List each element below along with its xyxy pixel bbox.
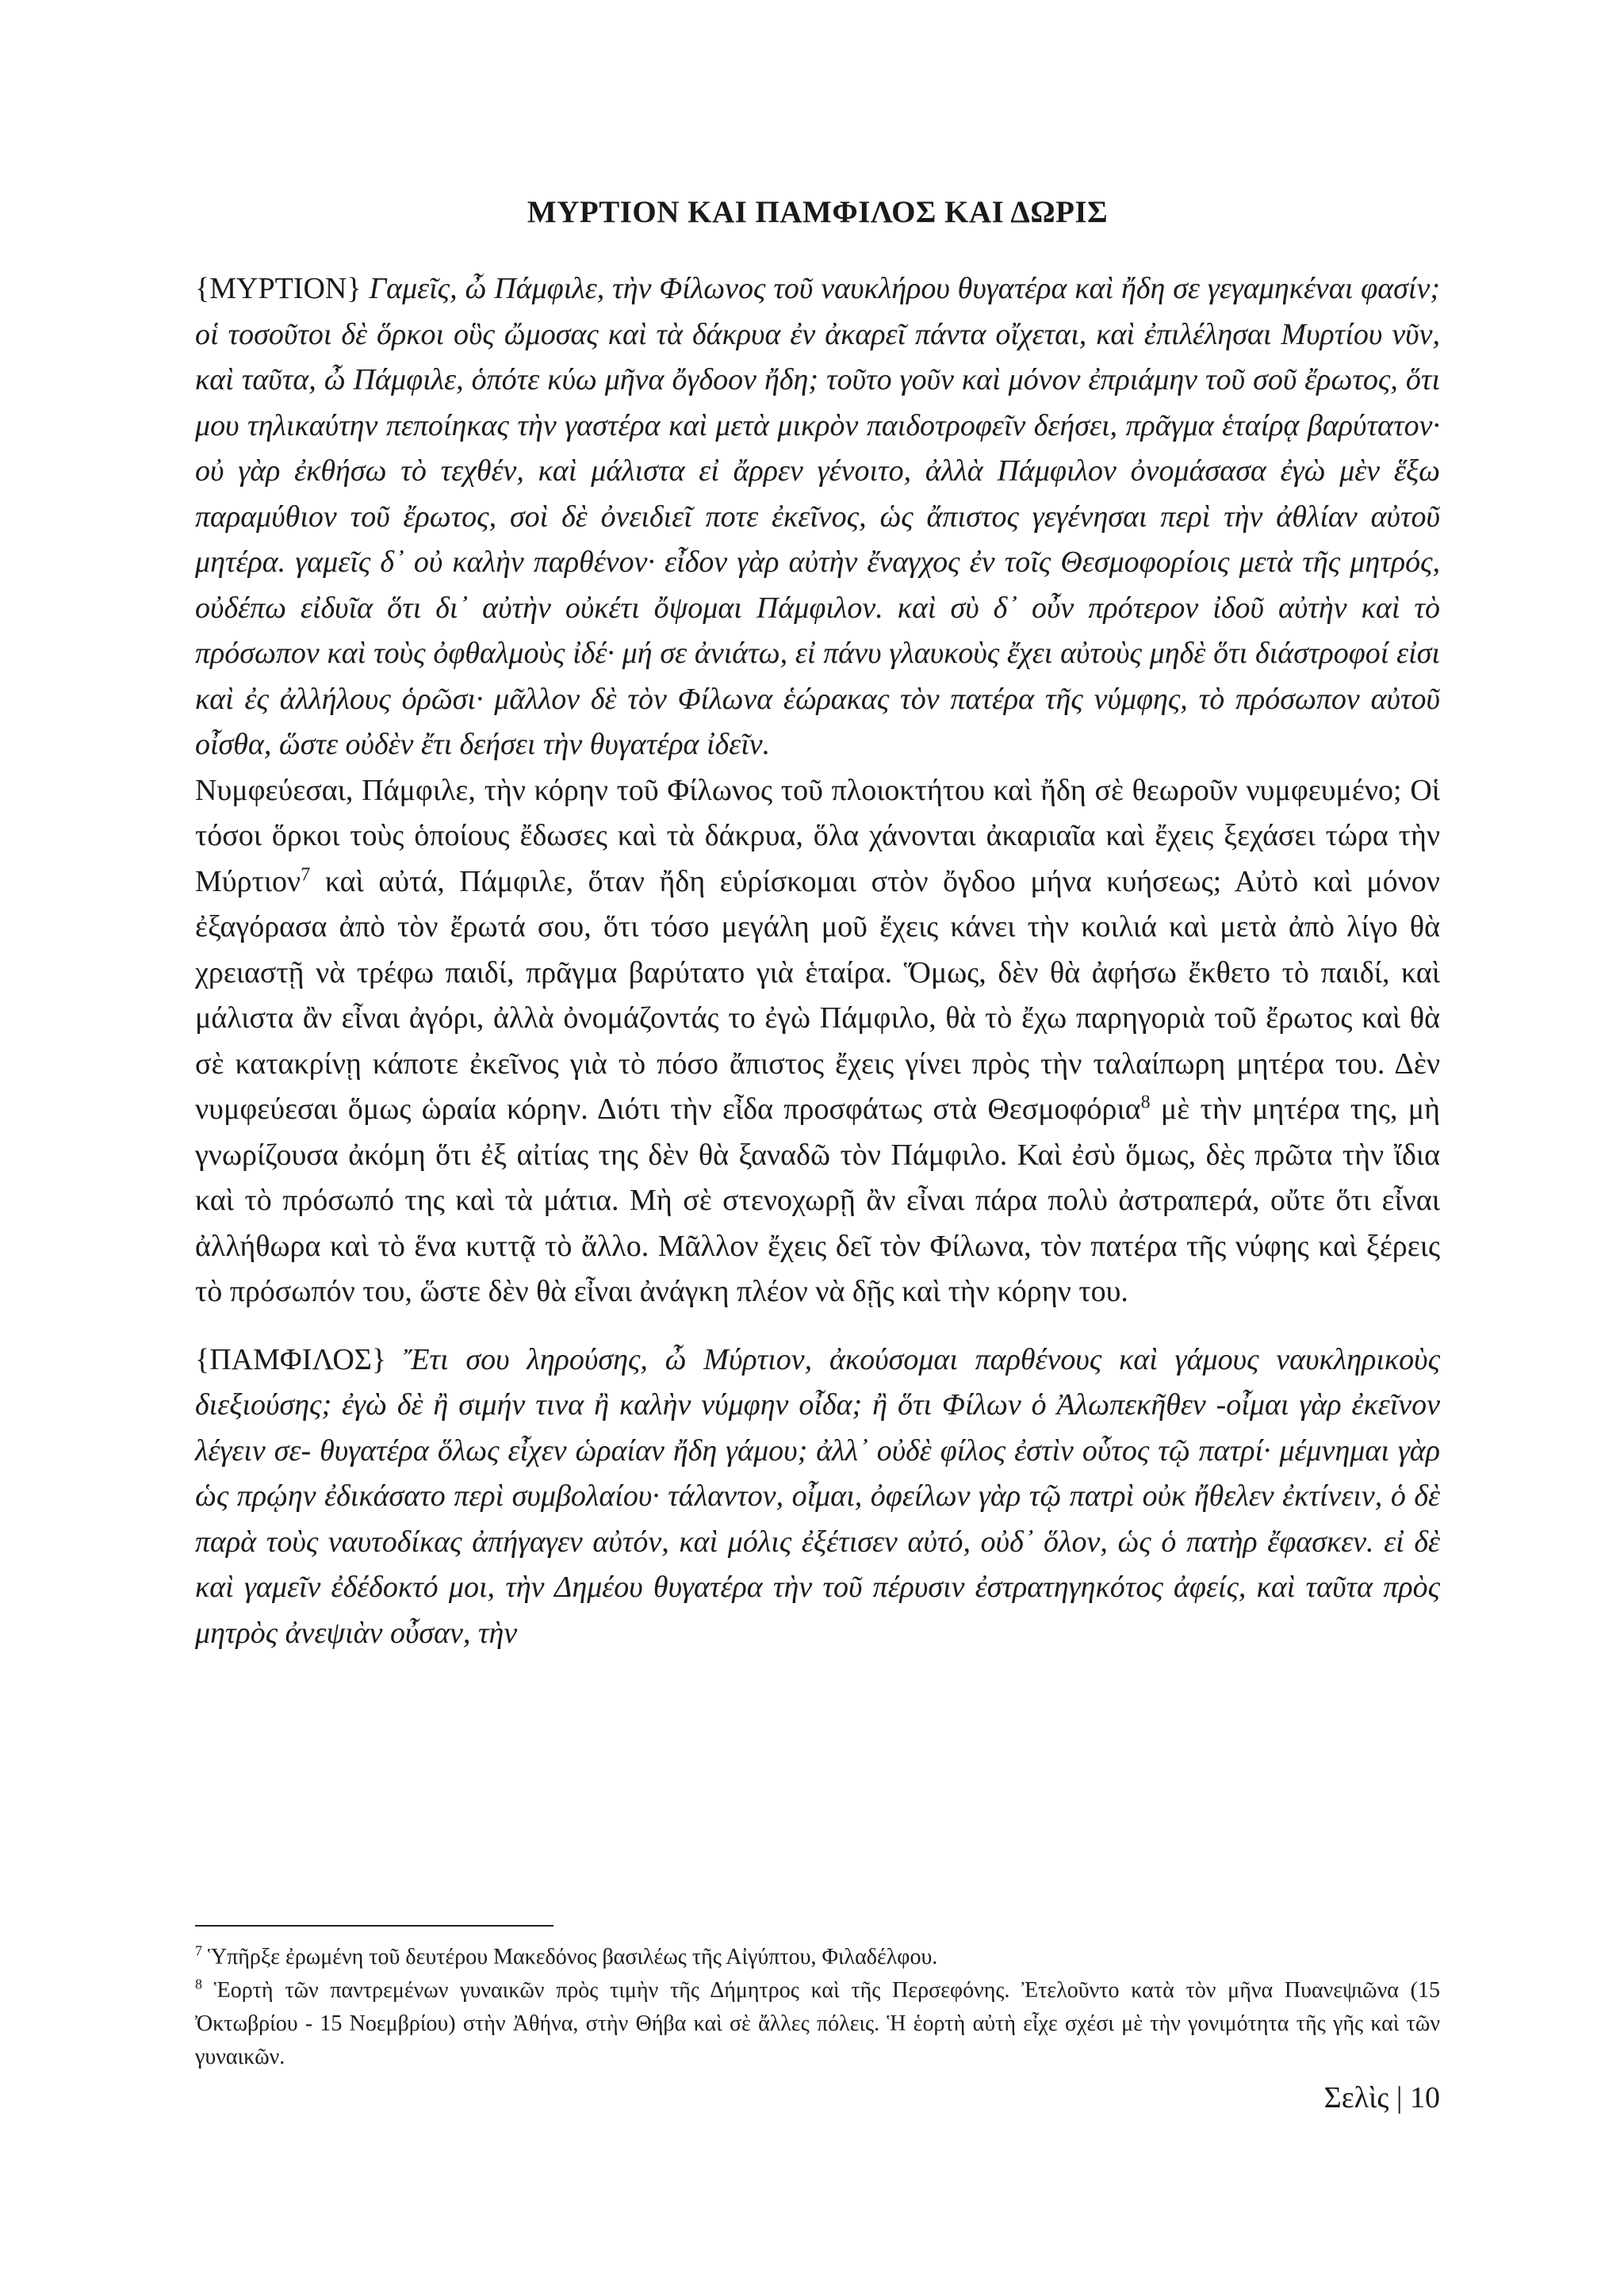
footnotes-section xyxy=(195,1941,1440,2074)
pamphilos-original-text: Ἔτι σου ληρούσης, ὦ Μύρτιον, ἀκούσομαι παρθένους καὶ γάμους ναυκληρικοὺς διεξιούσης; ἐγὼ δὲ ἢ σιμήν τινα ἢ καλὴν νύμφην οἶδα; ἢ ὅτι Φίλων ὁ Ἀλωπεκῆθεν -οἶμαι γὰρ ἐκεῖνον λέγειν σε- θυγατέρα ὅλως εἶχεν ὡραίαν ἤδη γάμου; ἀλλ᾽ οὐδὲ φίλος ἐστὶν οὗτος τῷ πατρί· μέμνημαι γὰρ ὡς πρῴην ἐδικάσατο περὶ συμβολαίου· τάλαντον, οἶμαι, ὀφείλων γὰρ τῷ πατρὶ οὐκ ἤθελεν ἐκτίνειν, ὁ δὲ παρὰ τοὺς ναυτοδίκας ἀπήγαγεν αὐτόν, καὶ μόλις ἐξέτισεν αὐτό, οὐδ᾽ ὅλον, ὡς ὁ πατὴρ ἔφασκεν. εἰ δὲ καὶ γαμεῖν ἐδέδοκτό μοι, τὴν Δημέου θυγατέρα τὴν τοῦ πέρυσιν ἐστρατηγηκότος ἀφείς, καὶ ταῦτα πρὸς μητρὸς ἀνεψιὰν οὖσαν, τὴν xyxy=(195,1342,1440,1650)
footnote-marker: 8 xyxy=(195,1976,202,1992)
footnote-reference-7: 7 xyxy=(301,863,311,885)
footnote-divider xyxy=(195,1925,553,1927)
footnote-marker: 7 xyxy=(195,1942,202,1959)
myrtion-translation-text-3: μὲ τὴν μητέρα της, μὴ γνωρίζουσα ἀκόμη ὅτι ἐξ αἰτίας της δὲν θὰ ξαναδῶ τὸν Πάμφιλο. Καὶ ἐσὺ ὅμως, δὲς πρῶτα τὴν ἴδια καὶ τὸ πρόσωπό της καὶ τὰ μάτια. Μὴ σὲ στενοχωρῇ ἂν εἶναι πάρα πολὺ ἀστραπερά, οὔτε ὅτι εἶναι ἀλλήθωρα καὶ τὸ ἕνα κυττᾷ τὸ ἄλλο. Μᾶλλον ἔχεις δεῖ τὸν Φίλωνα, τὸν πατέρα τῆς νύφης καὶ ξέρεις τὸ πρόσωπόν του, ὥστε δὲν θὰ εἶναι ἀνάγκη πλέον νὰ δῇς καὶ τὴν κόρην του. xyxy=(195,1093,1441,1308)
paragraph-spacer xyxy=(195,1315,1440,1337)
speaker-tag-myrtion: {ΜΥΡΤΙΟΝ} xyxy=(195,272,362,305)
speaker-tag-pamphilos: {ΠΑΜΦΙΛΟΣ} xyxy=(195,1342,387,1376)
footnote-7 xyxy=(195,1941,1440,1974)
document-page xyxy=(195,190,1440,1656)
myrtion-translation-paragraph xyxy=(195,768,1440,1315)
myrtion-translation-text-1: Νυμφεύεσαι, Πάμφιλε, τὴν κόρην τοῦ Φίλωνος τοῦ πλοιοκτήτου καὶ ἤδη σὲ θεωροῦν νυμφευμένο; Οἱ τόσοι ὅρκοι τοὺς ὁποίους ἔδωσες καὶ τὰ δάκρυα, ὅλα χάνονται ἀκαριαῖα καὶ ἔχεις ξεχάσει τώρα τὴν Μύρτιον xyxy=(195,773,1440,898)
myrtion-original-text: Γαμεῖς, ὦ Πάμφιλε, τὴν Φίλωνος τοῦ ναυκλήρου θυγατέρα καὶ ἤδη σε γεγαμηκέναι φασίν; οἱ τοσοῦτοι δὲ ὅρκοι οὓς ὤμοσας καὶ τὰ δάκρυα ἐν ἀκαρεῖ πάντα οἴχεται, καὶ ἐπιλέλησαι Μυρτίου νῦν, καὶ ταῦτα, ὦ Πάμφιλε, ὁπότε κύω μῆνα ὄγδοον ἤδη; τοῦτο γοῦν καὶ μόνον ἐπριάμην τοῦ σοῦ ἔρωτος, ὅτι μου τηλικαύτην πεποίηκας τὴν γαστέρα καὶ μετὰ μικρὸν παιδοτροφεῖν δεήσει, πρᾶγμα ἑταίρᾳ βαρύτατον· οὐ γὰρ ἐκθήσω τὸ τεχθέν, καὶ μάλιστα εἰ ἄρρεν γένοιτο, ἀλλὰ Πάμφιλον ὀνομάσασα ἐγὼ μὲν ἕξω παραμύθιον τοῦ ἔρωτος, σοὶ δὲ ὀνειδιεῖ ποτε ἐκεῖνος, ὡς ἄπιστος γεγένησαι περὶ τὴν ἀθλίαν αὐτοῦ μητέρα. γαμεῖς δ᾽ οὐ καλὴν παρθένον· εἶδον γὰρ αὐτὴν ἔναγχος ἐν τοῖς Θεσμοφορίοις μετὰ τῆς μητρός, οὐδέπω εἰδυῖα ὅτι δι᾽ αὐτὴν οὐκέτι ὄψομαι Πάμφιλον. καὶ σὺ δ᾽ οὖν πρότερον ἰδοῦ αὐτὴν καὶ τὸ πρόσωπον καὶ τοὺς ὀφθαλμοὺς ἰδέ· μή σε ἀνιάτω, εἰ πάνυ γλαυκοὺς ἔχει αὐτοὺς μηδὲ ὅτι διάστροφοί εἰσι καὶ ἐς ἀλλήλους ὁρῶσι· μᾶλλον δὲ τὸν Φίλωνα ἑώρακας τὸν πατέρα τῆς νύμφης, τὸ πρόσωπον αὐτοῦ οἶσθα, ὥστε οὐδὲν ἔτι δεήσει τὴν θυγατέρα ἰδεῖν. xyxy=(195,272,1440,761)
pamphilos-original-paragraph xyxy=(195,1337,1440,1657)
myrtion-original-paragraph xyxy=(195,266,1440,768)
myrtion-translation-text-2: καὶ αὐτά, Πάμφιλε, ὅταν ἤδη εὑρίσκομαι στὸν ὄγδοο μήνα κυήσεως; Αὐτὸ καὶ μόνον ἐξαγόρασα ἀπὸ τὸν ἔρωτά σου, ὅτι τόσο μεγάλη μοῦ ἔχεις κάνει τὴν κοιλιά καὶ μετὰ ἀπὸ λίγο θὰ χρειαστῇ νὰ τρέφω παιδί, πρᾶγμα βαρύτατο γιὰ ἑταίρα. Ὅμως, δὲν θὰ ἀφήσω ἔκθετο τὸ παιδί, καὶ μάλιστα ἂν εἶναι ἀγόρι, ἀλλὰ ὀνομάζοντάς το ἐγὼ Πάμφιλο, θὰ τὸ ἔχω παρηγοριὰ τοῦ ἔρωτος καὶ θὰ σὲ κατακρίνῃ κάποτε ἐκεῖνος γιὰ τὸ πόσο ἄπιστος ἔχεις γίνει πρὸς τὴν ταλαίπωρη μητέρα του. Δὲν νυμφεύεσαι ὅμως ὡραία κόρην. Διότι τὴν εἶδα προσφάτως στὰ Θεσμοφόρια xyxy=(195,864,1440,1126)
footnote-text: Ἑορτὴ τῶν παντρεμένων γυναικῶν πρὸς τιμὴν τῆς Δήμητρος καὶ τῆς Περσεφόνης. Ἐτελοῦντο κατὰ τὸν μῆνα Πυανεψιῶνα (15 Ὀκτωβρίου - 15 Νοεμβρίου) στὴν Ἀθήνα, στὴν Θήβα καὶ σὲ ἄλλες πόλεις. Ἡ ἑορτὴ αὐτὴ εἶχε σχέσι μὲ τὴν γονιμότητα τῆς γῆς καὶ τῶν γυναικῶν. xyxy=(195,1978,1440,2069)
footnote-text: Ὑπῆρξε ἐρωμένη τοῦ δευτέρου Μακεδόνος βασιλέως τῆς Αἰγύπτου, Φιλαδέλφου. xyxy=(202,1945,938,1969)
page-number: Σελὶς | 10 xyxy=(1323,2081,1440,2114)
footnote-8 xyxy=(195,1974,1440,2074)
dialogue-title: ΜΥΡΤΙΟΝ ΚΑΙ ΠΑΜΦΙΛΟΣ ΚΑΙ ΔΩΡΙΣ xyxy=(527,195,1109,229)
footnote-reference-8: 8 xyxy=(1140,1092,1151,1113)
